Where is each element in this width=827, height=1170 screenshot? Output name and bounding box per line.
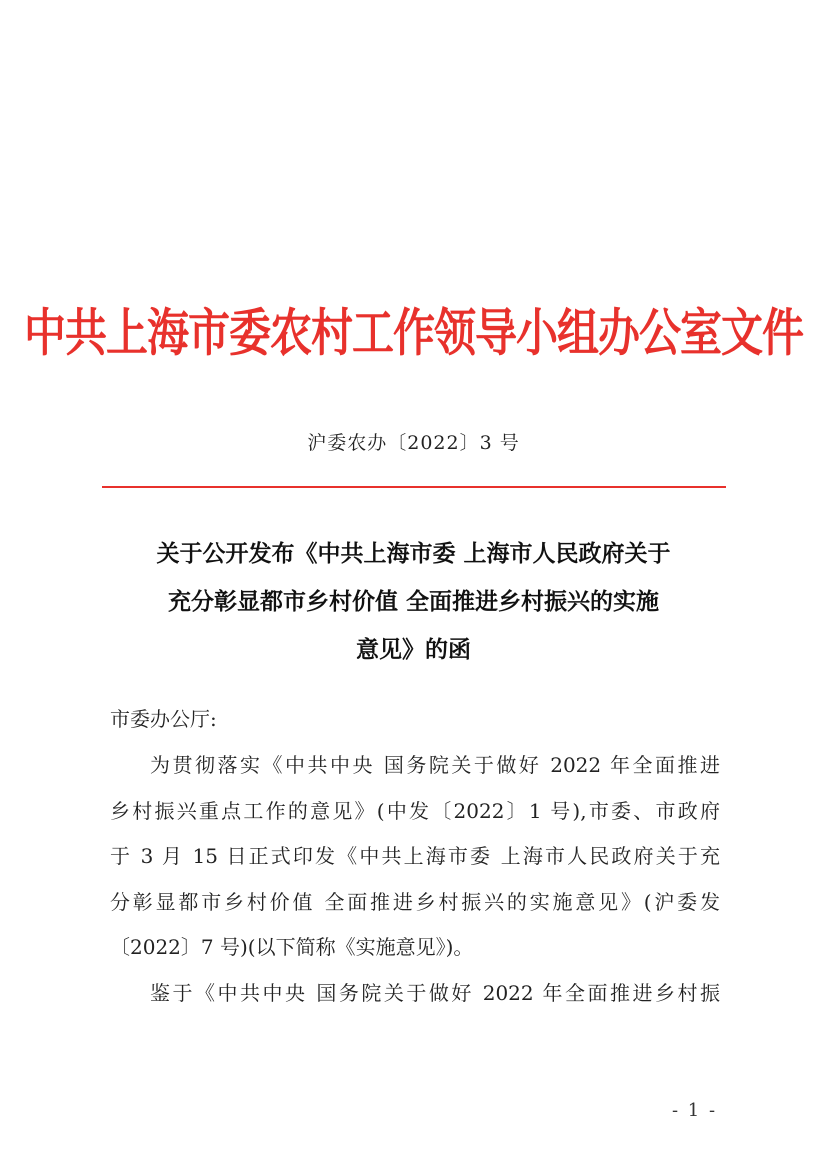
body-line: 乡村振兴重点工作的意见》(中发〔2022〕1 号),市委、市政府	[110, 798, 720, 823]
subject-line: 充分彰显都市乡村价值 全面推进乡村振兴的实施	[167, 588, 659, 615]
page-number: - 1 -	[672, 1100, 718, 1121]
subject-line: 意见》的函	[356, 636, 471, 663]
document-number: 沪委农办〔2022〕3 号	[307, 432, 520, 454]
body-line: 〔2022〕7 号)(以下简称《实施意见》)。	[110, 935, 474, 959]
issuing-authority-header: 中共上海市委农村工作领导小组办公室文件	[23, 302, 803, 363]
red-separator-line	[102, 486, 726, 488]
salutation: 市委办公厅:	[110, 707, 217, 731]
body-line: 于 3 月 15 日正式印发《中共上海市委 上海市人民政府关于充	[110, 844, 720, 868]
body-line: 分彰显都市乡村价值 全面推进乡村振兴的实施意见》(沪委发	[110, 889, 720, 914]
body-line: 鉴于《中共中央 国务院关于做好 2022 年全面推进乡村振	[150, 980, 720, 1005]
subject-line: 关于公开发布《中共上海市委 上海市人民政府关于	[156, 540, 671, 567]
document-subject	[100, 530, 727, 674]
body-line: 为贯彻落实《中共中央 国务院关于做好 2022 年全面推进	[150, 753, 720, 777]
body-text	[110, 743, 720, 1016]
